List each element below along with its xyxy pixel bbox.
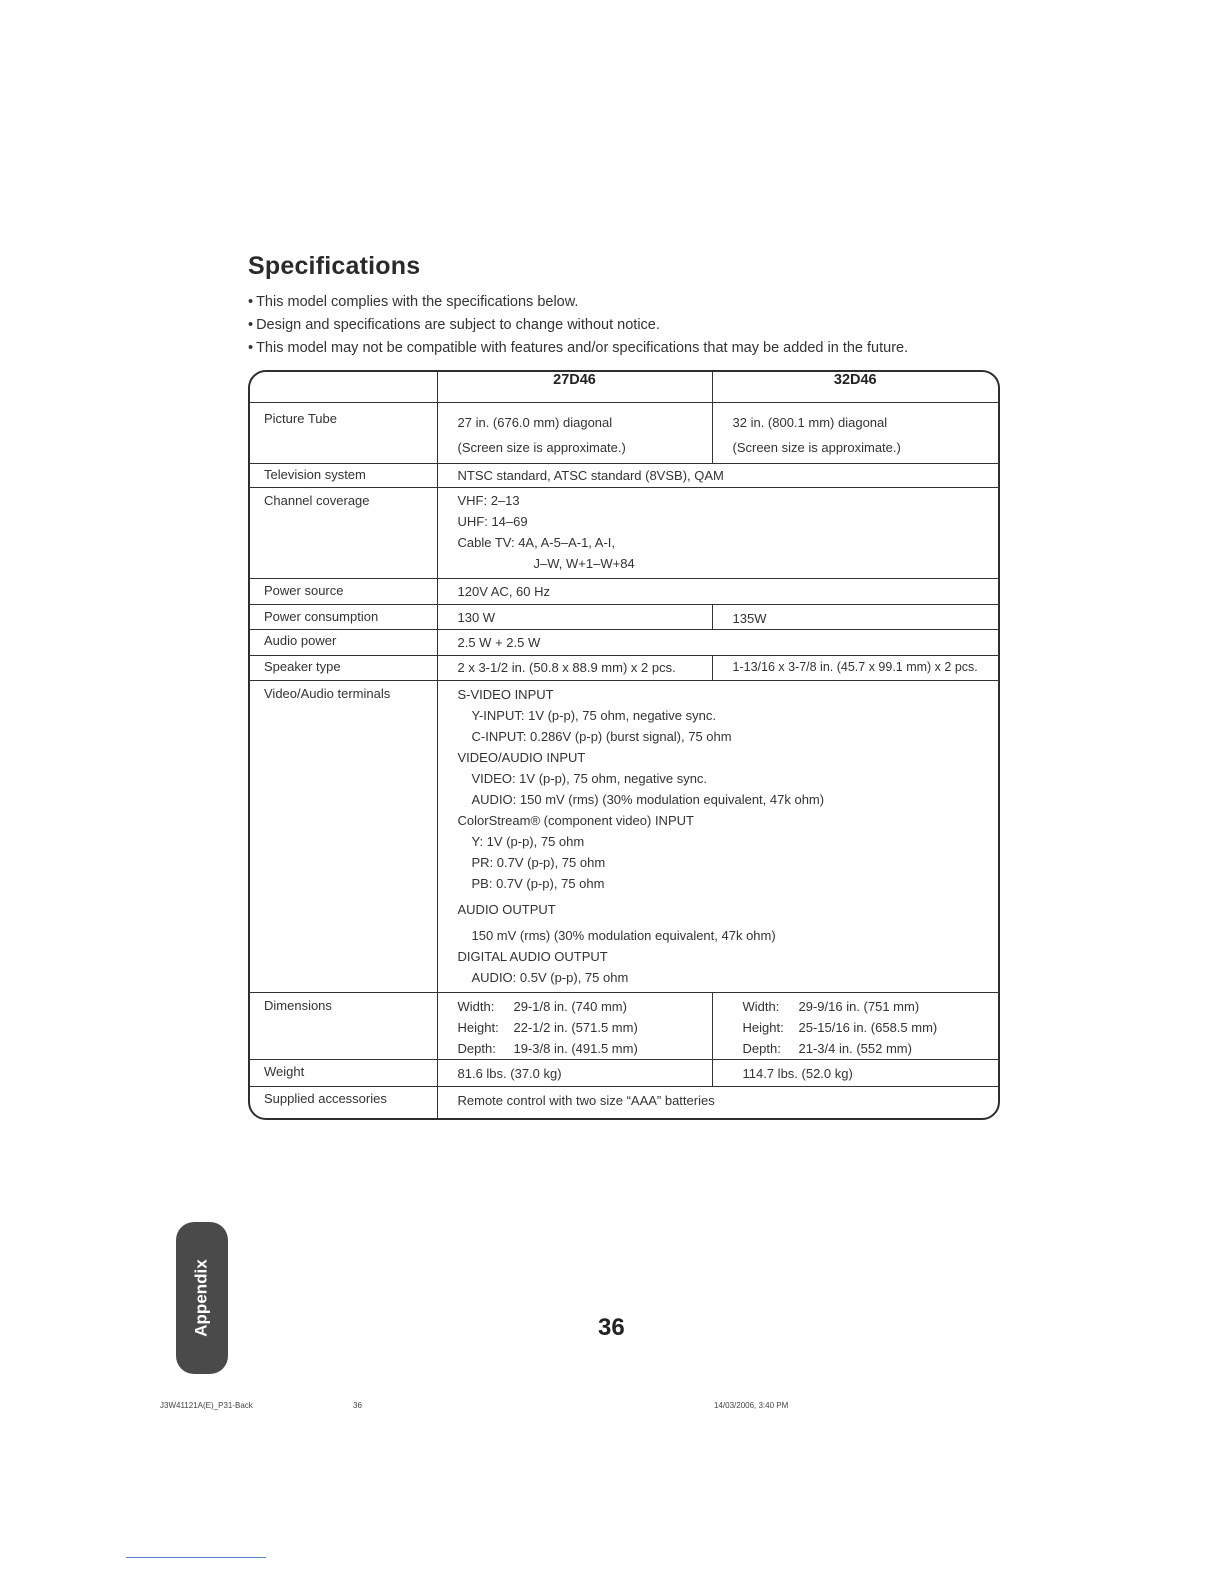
table-row	[250, 630, 998, 656]
dim-key: Height:	[742, 1020, 784, 1035]
appendix-side-tab	[176, 1222, 228, 1374]
accessories-value: Remote control with two size “AAA” batteries	[457, 1093, 715, 1108]
footer-divider	[126, 1557, 266, 1558]
picture-tube-27-note: (Screen size is approximate.)	[457, 440, 626, 455]
dim-key: Width:	[457, 999, 495, 1014]
row-label: Channel coverage	[250, 488, 437, 579]
terminal-line: VIDEO/AUDIO INPUT	[457, 750, 586, 765]
row-label: Power source	[250, 579, 437, 605]
footer-page: 36	[353, 1401, 362, 1410]
specifications-table	[250, 372, 998, 1120]
channel-line: Cable TV: 4A, A-5–A-1, A-I,	[457, 535, 616, 550]
page-title: Specifications	[248, 252, 421, 280]
power-consumption-27: 130 W	[457, 610, 496, 625]
terminal-line: AUDIO: 0.5V (p-p), 75 ohm	[471, 970, 629, 985]
power-source-value: 120V AC, 60 Hz	[457, 584, 550, 599]
table-row	[250, 681, 998, 993]
channel-line: J–W, W+1–W+84	[533, 556, 635, 571]
dim-key: Depth:	[457, 1041, 496, 1056]
table-row	[250, 403, 998, 464]
row-label: Speaker type	[250, 656, 437, 681]
table-row	[250, 993, 998, 1060]
dim-value: 29-9/16 in. (751 mm)	[798, 999, 920, 1014]
terminal-line: C-INPUT: 0.286V (p-p) (burst signal), 75 ohm	[471, 729, 732, 744]
terminal-line: PB: 0.7V (p-p), 75 ohm	[471, 876, 605, 891]
dim-key: Depth:	[742, 1041, 781, 1056]
dim-key: Width:	[742, 999, 780, 1014]
note-item: • This model may not be compatible with features and/or specifications that may be added in the future.	[248, 338, 908, 361]
header-model-27d46: 27D46	[437, 372, 712, 403]
table-row	[250, 464, 998, 488]
table-header-row	[250, 372, 998, 403]
dim-value: 21-3/4 in. (552 mm)	[798, 1041, 912, 1056]
appendix-tab-label: Appendix	[192, 1259, 212, 1337]
dim-value: 29-1/8 in. (740 mm)	[513, 999, 627, 1014]
row-label: Weight	[250, 1060, 437, 1087]
terminal-line: ColorStream® (component video) INPUT	[457, 813, 694, 828]
dim-value: 25-15/16 in. (658.5 mm)	[798, 1020, 938, 1035]
table-row	[250, 1060, 998, 1087]
page-number: 36	[598, 1314, 625, 1341]
picture-tube-32-line: 32 in. (800.1 mm) diagonal	[732, 415, 888, 430]
notes-list	[248, 292, 908, 361]
dim-value: 19-3/8 in. (491.5 mm)	[513, 1041, 638, 1056]
terminal-line: PR: 0.7V (p-p), 75 ohm	[471, 855, 606, 870]
row-label: Picture Tube	[250, 403, 437, 464]
footer-file-name: J3W41121A(E)_P31-Back	[160, 1401, 253, 1410]
row-label: Television system	[250, 464, 437, 488]
row-label: Dimensions	[250, 993, 437, 1060]
header-model-32d46: 32D46	[712, 372, 998, 403]
footer-timestamp: 14/03/2006, 3:40 PM	[714, 1401, 789, 1410]
table-row	[250, 579, 998, 605]
table-row	[250, 488, 998, 579]
speaker-type-32: 1-13/16 x 3-7/8 in. (45.7 x 99.1 mm) x 2 pcs.	[732, 660, 978, 674]
terminal-line: DIGITAL AUDIO OUTPUT	[457, 949, 608, 964]
terminal-line: AUDIO OUTPUT	[457, 902, 556, 917]
note-item: • Design and specifications are subject to change without notice.	[248, 315, 908, 338]
row-label: Audio power	[250, 630, 437, 656]
weight-27: 81.6 lbs. (37.0 kg)	[457, 1066, 562, 1081]
terminal-line: Y: 1V (p-p), 75 ohm	[471, 834, 585, 849]
row-label: Supplied accessories	[250, 1087, 437, 1120]
television-system-value: NTSC standard, ATSC standard (8VSB), QAM	[457, 468, 724, 483]
note-item: • This model complies with the specifications below.	[248, 292, 908, 315]
terminal-line: S-VIDEO INPUT	[457, 687, 554, 702]
audio-power-value: 2.5 W + 2.5 W	[457, 635, 541, 650]
terminal-line: VIDEO: 1V (p-p), 75 ohm, negative sync.	[471, 771, 708, 786]
table-row	[250, 1087, 998, 1120]
table-row	[250, 656, 998, 681]
header-empty	[250, 372, 437, 403]
specifications-table-frame	[248, 370, 1000, 1120]
terminal-line: Y-INPUT: 1V (p-p), 75 ohm, negative sync.	[471, 708, 716, 723]
dim-key: Height:	[457, 1020, 499, 1035]
weight-32: 114.7 lbs. (52.0 kg)	[742, 1066, 853, 1081]
dim-value: 22-1/2 in. (571.5 mm)	[513, 1020, 638, 1035]
table-row	[250, 605, 998, 630]
picture-tube-27-line: 27 in. (676.0 mm) diagonal	[457, 415, 613, 430]
row-label: Power consumption	[250, 605, 437, 630]
speaker-type-27: 2 x 3-1/2 in. (50.8 x 88.9 mm) x 2 pcs.	[457, 660, 676, 675]
channel-line: UHF: 14–69	[457, 514, 528, 529]
power-consumption-32: 135W	[732, 611, 767, 626]
row-label: Video/Audio terminals	[250, 681, 437, 993]
terminal-line: AUDIO: 150 mV (rms) (30% modulation equivalent, 47k ohm)	[471, 792, 825, 807]
channel-line: VHF: 2–13	[457, 493, 520, 508]
picture-tube-32-note: (Screen size is approximate.)	[732, 440, 901, 455]
terminal-line: 150 mV (rms) (30% modulation equivalent, 47k ohm)	[471, 928, 776, 943]
